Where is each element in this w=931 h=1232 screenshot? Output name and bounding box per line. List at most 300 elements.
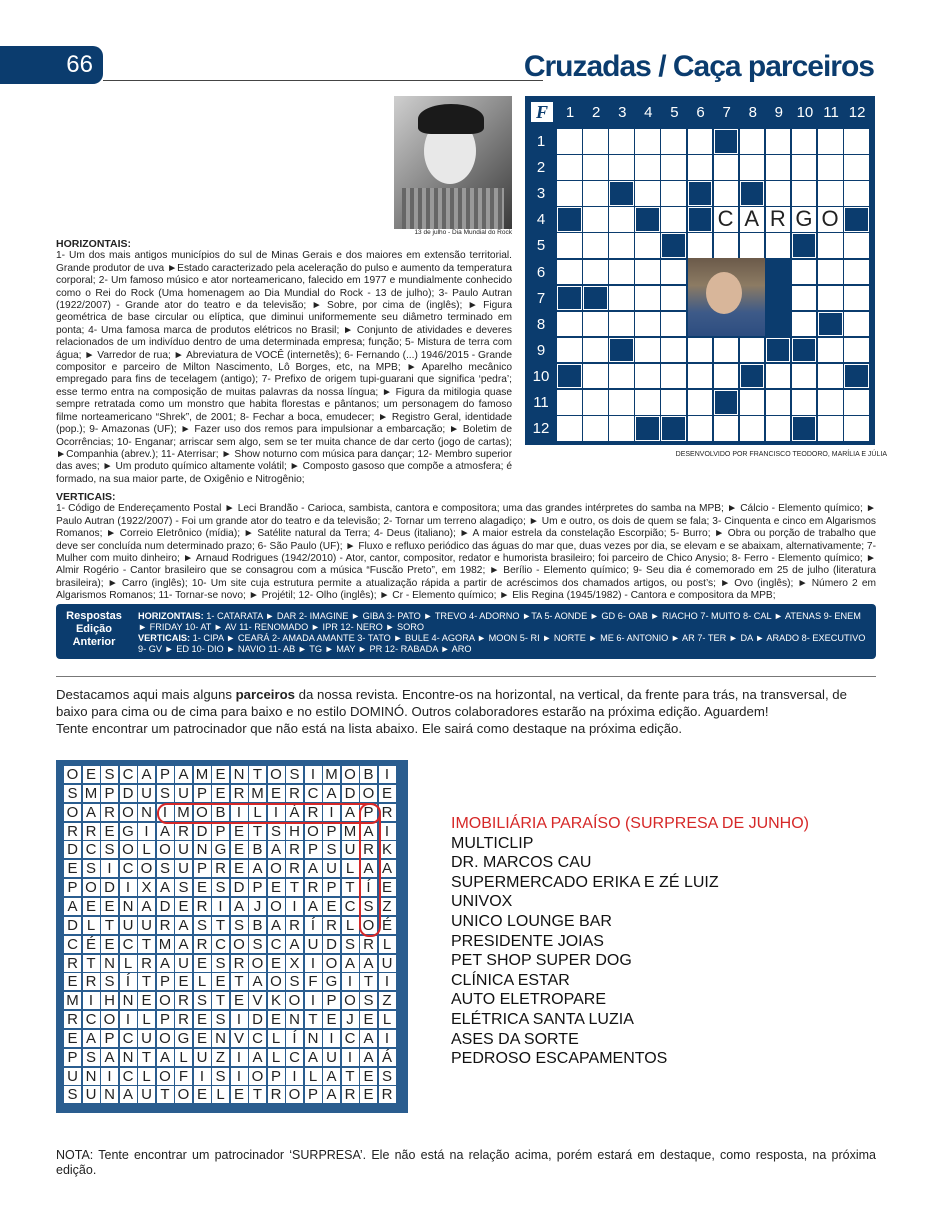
wordsearch-letter[interactable]: R (83, 973, 100, 990)
wordsearch-letter[interactable]: E (231, 841, 248, 858)
wordsearch-letter[interactable]: R (231, 955, 248, 972)
wordsearch-letter[interactable]: T (360, 973, 377, 990)
wordsearch-letter[interactable]: M (64, 992, 81, 1009)
crossword-cell[interactable] (583, 207, 608, 232)
wordsearch-letter[interactable]: S (101, 973, 118, 990)
wordsearch-letter[interactable]: B (360, 766, 377, 783)
wordsearch-letter[interactable]: D (342, 785, 359, 802)
wordsearch-letter[interactable]: G (323, 973, 340, 990)
wordsearch-letter[interactable]: F (305, 973, 322, 990)
wordsearch-letter[interactable]: E (101, 936, 118, 953)
crossword-cell[interactable] (609, 364, 634, 389)
crossword-cell[interactable] (583, 416, 608, 441)
wordsearch-letter[interactable]: U (64, 1068, 81, 1085)
wordsearch-letter[interactable]: M (342, 823, 359, 840)
wordsearch-letter[interactable]: A (157, 955, 174, 972)
wordsearch-letter[interactable]: C (286, 1049, 303, 1066)
crossword-cell[interactable] (635, 364, 660, 389)
wordsearch-letter[interactable]: S (64, 1086, 81, 1103)
wordsearch-letter[interactable]: Á (379, 1049, 396, 1066)
wordsearch-letter[interactable]: O (249, 955, 266, 972)
wordsearch-letter[interactable]: A (360, 860, 377, 877)
wordsearch-letter[interactable]: C (212, 936, 229, 953)
wordsearch-letter[interactable]: S (101, 841, 118, 858)
crossword-cell[interactable] (557, 129, 582, 154)
wordsearch-letter[interactable]: N (120, 1049, 137, 1066)
wordsearch-letter[interactable]: U (138, 1086, 155, 1103)
wordsearch-letter[interactable]: S (379, 1068, 396, 1085)
crossword-cell[interactable] (635, 390, 660, 415)
crossword-cell[interactable] (661, 260, 686, 285)
wordsearch-letter[interactable]: R (175, 1011, 192, 1028)
wordsearch-letter[interactable]: A (83, 1030, 100, 1047)
wordsearch-letter[interactable]: O (231, 936, 248, 953)
wordsearch-letter[interactable]: O (268, 973, 285, 990)
wordsearch-letter[interactable]: R (323, 917, 340, 934)
crossword-cell[interactable] (635, 181, 660, 206)
wordsearch-letter[interactable]: I (101, 1068, 118, 1085)
wordsearch-letter[interactable]: E (194, 879, 211, 896)
wordsearch-letter[interactable]: I (231, 804, 248, 821)
crossword-cell[interactable] (818, 286, 843, 311)
crossword-cell[interactable] (792, 155, 817, 180)
crossword-cell[interactable] (635, 286, 660, 311)
wordsearch-letter[interactable]: P (194, 785, 211, 802)
wordsearch-grid[interactable] (56, 760, 408, 1113)
crossword-cell[interactable] (740, 129, 765, 154)
crossword-cell[interactable] (609, 416, 634, 441)
crossword-cell[interactable] (844, 155, 869, 180)
wordsearch-letter[interactable]: O (323, 955, 340, 972)
wordsearch-letter[interactable]: Á (286, 804, 303, 821)
wordsearch-letter[interactable]: V (249, 992, 266, 1009)
crossword-cell[interactable] (557, 260, 582, 285)
crossword-cell[interactable] (609, 390, 634, 415)
wordsearch-letter[interactable]: L (194, 973, 211, 990)
crossword-cell[interactable] (661, 155, 686, 180)
crossword-cell[interactable] (609, 155, 634, 180)
crossword-cell[interactable] (766, 416, 791, 441)
wordsearch-letter[interactable]: U (175, 841, 192, 858)
crossword-cell[interactable] (688, 155, 713, 180)
wordsearch-letter[interactable]: F (175, 1068, 192, 1085)
wordsearch-letter[interactable]: A (379, 860, 396, 877)
wordsearch-letter[interactable]: A (323, 1086, 340, 1103)
wordsearch-letter[interactable]: I (231, 1049, 248, 1066)
wordsearch-letter[interactable]: C (83, 1011, 100, 1028)
wordsearch-letter[interactable]: R (101, 804, 118, 821)
crossword-cell[interactable] (740, 233, 765, 258)
wordsearch-letter[interactable]: R (360, 936, 377, 953)
wordsearch-letter[interactable]: E (268, 955, 285, 972)
crossword-cell[interactable] (714, 155, 739, 180)
wordsearch-letter[interactable]: T (249, 823, 266, 840)
wordsearch-letter[interactable]: C (120, 936, 137, 953)
crossword-cell[interactable] (557, 155, 582, 180)
wordsearch-letter[interactable]: A (286, 936, 303, 953)
crossword-cell[interactable] (609, 207, 634, 232)
wordsearch-letter[interactable]: C (342, 898, 359, 915)
wordsearch-letter[interactable]: E (194, 1086, 211, 1103)
crossword-cell[interactable] (583, 390, 608, 415)
wordsearch-letter[interactable]: I (212, 898, 229, 915)
crossword-cell[interactable] (661, 207, 686, 232)
crossword-cell[interactable] (661, 338, 686, 363)
wordsearch-letter[interactable]: A (342, 804, 359, 821)
wordsearch-letter[interactable]: J (249, 898, 266, 915)
wordsearch-letter[interactable]: Í (120, 973, 137, 990)
wordsearch-letter[interactable]: T (138, 1049, 155, 1066)
wordsearch-letter[interactable]: S (64, 785, 81, 802)
crossword-cell[interactable] (792, 312, 817, 337)
wordsearch-letter[interactable]: O (101, 1011, 118, 1028)
crossword-cell[interactable] (844, 338, 869, 363)
wordsearch-letter[interactable]: L (175, 1049, 192, 1066)
wordsearch-letter[interactable]: L (138, 841, 155, 858)
wordsearch-letter[interactable]: P (305, 1086, 322, 1103)
crossword-cell[interactable] (583, 338, 608, 363)
wordsearch-letter[interactable]: R (379, 804, 396, 821)
wordsearch-letter[interactable]: L (379, 936, 396, 953)
wordsearch-letter[interactable]: A (138, 766, 155, 783)
wordsearch-letter[interactable]: K (379, 841, 396, 858)
crossword-cell[interactable] (844, 233, 869, 258)
wordsearch-letter[interactable]: T (342, 1068, 359, 1085)
wordsearch-letter[interactable]: O (120, 841, 137, 858)
wordsearch-letter[interactable]: M (194, 766, 211, 783)
wordsearch-letter[interactable]: I (323, 1030, 340, 1047)
crossword-cell[interactable] (609, 233, 634, 258)
crossword-cell[interactable] (661, 286, 686, 311)
wordsearch-letter[interactable]: T (212, 992, 229, 1009)
wordsearch-letter[interactable]: E (64, 860, 81, 877)
crossword-cell[interactable] (609, 129, 634, 154)
wordsearch-letter[interactable]: L (342, 860, 359, 877)
crossword-cell[interactable] (818, 364, 843, 389)
wordsearch-letter[interactable]: O (120, 804, 137, 821)
crossword-cell[interactable] (583, 312, 608, 337)
crossword-cell[interactable] (792, 286, 817, 311)
crossword-cell[interactable] (635, 233, 660, 258)
wordsearch-letter[interactable]: A (175, 766, 192, 783)
wordsearch-letter[interactable]: L (212, 1086, 229, 1103)
wordsearch-letter[interactable]: S (212, 879, 229, 896)
wordsearch-letter[interactable]: O (194, 804, 211, 821)
wordsearch-letter[interactable]: E (323, 1011, 340, 1028)
wordsearch-letter[interactable]: R (83, 823, 100, 840)
wordsearch-letter[interactable]: E (101, 898, 118, 915)
wordsearch-letter[interactable]: E (194, 1011, 211, 1028)
wordsearch-letter[interactable]: O (268, 898, 285, 915)
crossword-cell[interactable] (609, 312, 634, 337)
wordsearch-letter[interactable]: A (83, 804, 100, 821)
wordsearch-letter[interactable]: N (101, 955, 118, 972)
wordsearch-letter[interactable]: O (138, 860, 155, 877)
wordsearch-letter[interactable]: P (323, 823, 340, 840)
wordsearch-letter[interactable]: I (83, 992, 100, 1009)
crossword-cell[interactable] (583, 364, 608, 389)
wordsearch-letter[interactable]: R (379, 1086, 396, 1103)
wordsearch-letter[interactable]: G (175, 1030, 192, 1047)
wordsearch-letter[interactable]: E (83, 766, 100, 783)
wordsearch-letter[interactable]: M (157, 936, 174, 953)
wordsearch-letter[interactable]: A (157, 1049, 174, 1066)
wordsearch-letter[interactable]: E (175, 973, 192, 990)
wordsearch-letter[interactable]: O (360, 917, 377, 934)
wordsearch-letter[interactable]: O (268, 766, 285, 783)
wordsearch-letter[interactable]: A (231, 898, 248, 915)
crossword-cell[interactable] (635, 260, 660, 285)
wordsearch-letter[interactable]: I (379, 973, 396, 990)
wordsearch-letter[interactable]: K (268, 992, 285, 1009)
crossword-cell[interactable] (557, 312, 582, 337)
wordsearch-letter[interactable]: M (175, 804, 192, 821)
crossword-cell[interactable] (844, 181, 869, 206)
wordsearch-letter[interactable]: R (157, 917, 174, 934)
crossword-cell[interactable] (609, 260, 634, 285)
wordsearch-letter[interactable]: C (64, 936, 81, 953)
wordsearch-letter[interactable]: I (305, 955, 322, 972)
crossword-cell[interactable] (766, 233, 791, 258)
wordsearch-letter[interactable]: X (138, 879, 155, 896)
wordsearch-letter[interactable]: U (138, 917, 155, 934)
wordsearch-letter[interactable]: P (323, 879, 340, 896)
wordsearch-letter[interactable]: P (249, 879, 266, 896)
wordsearch-letter[interactable]: S (286, 766, 303, 783)
crossword-cell[interactable] (740, 338, 765, 363)
wordsearch-letter[interactable]: E (360, 1086, 377, 1103)
crossword-cell[interactable] (714, 364, 739, 389)
crossword-cell[interactable] (740, 390, 765, 415)
wordsearch-letter[interactable]: D (157, 898, 174, 915)
wordsearch-letter[interactable]: H (101, 992, 118, 1009)
wordsearch-letter[interactable]: T (286, 879, 303, 896)
wordsearch-letter[interactable]: I (379, 823, 396, 840)
wordsearch-letter[interactable]: D (120, 785, 137, 802)
wordsearch-letter[interactable]: E (194, 955, 211, 972)
wordsearch-letter[interactable]: S (323, 841, 340, 858)
wordsearch-letter[interactable]: C (120, 766, 137, 783)
wordsearch-letter[interactable]: Z (379, 992, 396, 1009)
wordsearch-letter[interactable]: P (64, 1049, 81, 1066)
wordsearch-letter[interactable]: Í (360, 879, 377, 896)
crossword-cell[interactable] (714, 233, 739, 258)
wordsearch-letter[interactable]: N (120, 898, 137, 915)
wordsearch-letter[interactable]: B (249, 841, 266, 858)
wordsearch-letter[interactable]: C (120, 860, 137, 877)
wordsearch-letter[interactable]: A (175, 917, 192, 934)
crossword-cell[interactable] (688, 390, 713, 415)
wordsearch-letter[interactable]: Z (212, 1049, 229, 1066)
wordsearch-letter[interactable]: O (64, 766, 81, 783)
wordsearch-letter[interactable]: D (101, 879, 118, 896)
crossword-cell[interactable] (557, 338, 582, 363)
wordsearch-letter[interactable]: E (268, 785, 285, 802)
wordsearch-letter[interactable]: R (194, 936, 211, 953)
wordsearch-letter[interactable]: I (342, 1049, 359, 1066)
wordsearch-letter[interactable]: É (83, 936, 100, 953)
wordsearch-letter[interactable]: L (138, 1068, 155, 1085)
wordsearch-letter[interactable]: S (268, 823, 285, 840)
wordsearch-letter[interactable]: E (175, 898, 192, 915)
crossword-cell[interactable] (688, 364, 713, 389)
wordsearch-letter[interactable]: P (323, 992, 340, 1009)
crossword-cell[interactable] (583, 155, 608, 180)
crossword-cell[interactable] (844, 260, 869, 285)
wordsearch-letter[interactable]: O (157, 1030, 174, 1047)
wordsearch-letter[interactable]: O (286, 1086, 303, 1103)
wordsearch-letter[interactable]: S (157, 785, 174, 802)
wordsearch-letter[interactable]: Z (379, 898, 396, 915)
wordsearch-letter[interactable]: O (342, 992, 359, 1009)
wordsearch-letter[interactable]: T (212, 917, 229, 934)
wordsearch-letter[interactable]: E (360, 1068, 377, 1085)
wordsearch-letter[interactable]: P (101, 785, 118, 802)
crossword-cell[interactable] (766, 181, 791, 206)
wordsearch-letter[interactable]: E (83, 898, 100, 915)
crossword-cell[interactable] (818, 416, 843, 441)
wordsearch-letter[interactable]: I (323, 804, 340, 821)
wordsearch-letter[interactable]: L (305, 1068, 322, 1085)
wordsearch-letter[interactable]: M (323, 766, 340, 783)
crossword-cell[interactable] (661, 364, 686, 389)
wordsearch-letter[interactable]: R (286, 785, 303, 802)
crossword-cell[interactable] (661, 312, 686, 337)
wordsearch-letter[interactable]: U (323, 1049, 340, 1066)
wordsearch-letter[interactable]: A (360, 823, 377, 840)
wordsearch-letter[interactable]: I (194, 1068, 211, 1085)
wordsearch-letter[interactable]: U (342, 841, 359, 858)
crossword-cell[interactable] (766, 129, 791, 154)
wordsearch-letter[interactable]: A (342, 955, 359, 972)
crossword-cell[interactable] (792, 390, 817, 415)
wordsearch-letter[interactable]: C (268, 936, 285, 953)
wordsearch-letter[interactable]: P (157, 1011, 174, 1028)
crossword-cell[interactable] (661, 181, 686, 206)
wordsearch-letter[interactable]: M (83, 785, 100, 802)
wordsearch-letter[interactable]: E (212, 785, 229, 802)
wordsearch-letter[interactable]: A (101, 1049, 118, 1066)
wordsearch-letter[interactable]: L (83, 917, 100, 934)
wordsearch-letter[interactable]: E (64, 973, 81, 990)
crossword-cell[interactable] (740, 416, 765, 441)
crossword-cell[interactable] (583, 181, 608, 206)
wordsearch-letter[interactable]: E (379, 879, 396, 896)
wordsearch-letter[interactable]: E (231, 823, 248, 840)
wordsearch-letter[interactable]: E (64, 1030, 81, 1047)
wordsearch-letter[interactable]: D (64, 841, 81, 858)
wordsearch-letter[interactable]: R (268, 1086, 285, 1103)
wordsearch-letter[interactable]: A (305, 898, 322, 915)
crossword-cell[interactable] (688, 233, 713, 258)
wordsearch-letter[interactable]: V (231, 1030, 248, 1047)
wordsearch-letter[interactable]: Í (286, 1030, 303, 1047)
wordsearch-letter[interactable]: A (249, 860, 266, 877)
wordsearch-letter[interactable]: S (212, 955, 229, 972)
wordsearch-letter[interactable]: S (175, 879, 192, 896)
wordsearch-letter[interactable]: A (360, 1030, 377, 1047)
wordsearch-letter[interactable]: L (379, 1011, 396, 1028)
wordsearch-letter[interactable]: I (138, 823, 155, 840)
wordsearch-letter[interactable]: I (120, 1011, 137, 1028)
crossword-cell[interactable] (688, 338, 713, 363)
crossword-cell[interactable] (792, 181, 817, 206)
wordsearch-letter[interactable]: L (249, 804, 266, 821)
wordsearch-letter[interactable]: A (323, 785, 340, 802)
wordsearch-letter[interactable]: O (157, 841, 174, 858)
wordsearch-letter[interactable]: N (83, 1068, 100, 1085)
wordsearch-letter[interactable]: L (138, 1011, 155, 1028)
wordsearch-letter[interactable]: X (286, 955, 303, 972)
wordsearch-letter[interactable]: R (64, 1011, 81, 1028)
wordsearch-letter[interactable]: L (120, 955, 137, 972)
wordsearch-letter[interactable]: R (194, 898, 211, 915)
wordsearch-letter[interactable]: A (249, 973, 266, 990)
crossword-cell[interactable] (766, 155, 791, 180)
wordsearch-letter[interactable]: A (138, 898, 155, 915)
crossword-cell[interactable] (688, 129, 713, 154)
wordsearch-letter[interactable]: O (268, 860, 285, 877)
wordsearch-letter[interactable]: S (342, 936, 359, 953)
wordsearch-letter[interactable]: C (120, 1030, 137, 1047)
wordsearch-letter[interactable]: I (305, 766, 322, 783)
wordsearch-letter[interactable]: I (101, 860, 118, 877)
wordsearch-letter[interactable]: A (64, 898, 81, 915)
wordsearch-letter[interactable]: G (212, 841, 229, 858)
wordsearch-letter[interactable]: U (175, 785, 192, 802)
wordsearch-letter[interactable]: A (157, 823, 174, 840)
wordsearch-letter[interactable]: P (194, 860, 211, 877)
wordsearch-letter[interactable]: R (286, 860, 303, 877)
wordsearch-letter[interactable]: S (360, 992, 377, 1009)
crossword-cell[interactable] (714, 416, 739, 441)
wordsearch-letter[interactable]: O (175, 1086, 192, 1103)
wordsearch-letter[interactable]: C (249, 1030, 266, 1047)
wordsearch-letter[interactable]: I (286, 1068, 303, 1085)
wordsearch-letter[interactable]: E (212, 973, 229, 990)
wordsearch-letter[interactable]: S (83, 1049, 100, 1066)
wordsearch-letter[interactable]: D (231, 879, 248, 896)
wordsearch-letter[interactable]: O (342, 766, 359, 783)
wordsearch-letter[interactable]: H (286, 823, 303, 840)
wordsearch-letter[interactable]: O (157, 1068, 174, 1085)
wordsearch-letter[interactable]: U (138, 785, 155, 802)
crossword-cell[interactable] (557, 390, 582, 415)
wordsearch-letter[interactable]: R (231, 785, 248, 802)
crossword-cell[interactable] (661, 390, 686, 415)
wordsearch-letter[interactable]: Í (305, 917, 322, 934)
wordsearch-letter[interactable]: É (379, 917, 396, 934)
crossword-cell[interactable] (766, 364, 791, 389)
crossword-cell[interactable] (844, 312, 869, 337)
crossword-cell[interactable] (818, 129, 843, 154)
wordsearch-letter[interactable]: D (323, 936, 340, 953)
wordsearch-letter[interactable]: O (286, 992, 303, 1009)
wordsearch-letter[interactable]: U (379, 955, 396, 972)
crossword-cell[interactable] (818, 233, 843, 258)
crossword-cell[interactable] (557, 416, 582, 441)
crossword-cell[interactable] (557, 233, 582, 258)
wordsearch-letter[interactable]: A (360, 955, 377, 972)
wordsearch-letter[interactable]: P (64, 879, 81, 896)
crossword-cell[interactable] (557, 181, 582, 206)
wordsearch-letter[interactable]: E (138, 992, 155, 1009)
crossword-cell[interactable] (792, 364, 817, 389)
wordsearch-letter[interactable]: P (157, 973, 174, 990)
wordsearch-letter[interactable]: G (120, 823, 137, 840)
wordsearch-letter[interactable]: S (249, 936, 266, 953)
crossword-cell[interactable] (766, 390, 791, 415)
